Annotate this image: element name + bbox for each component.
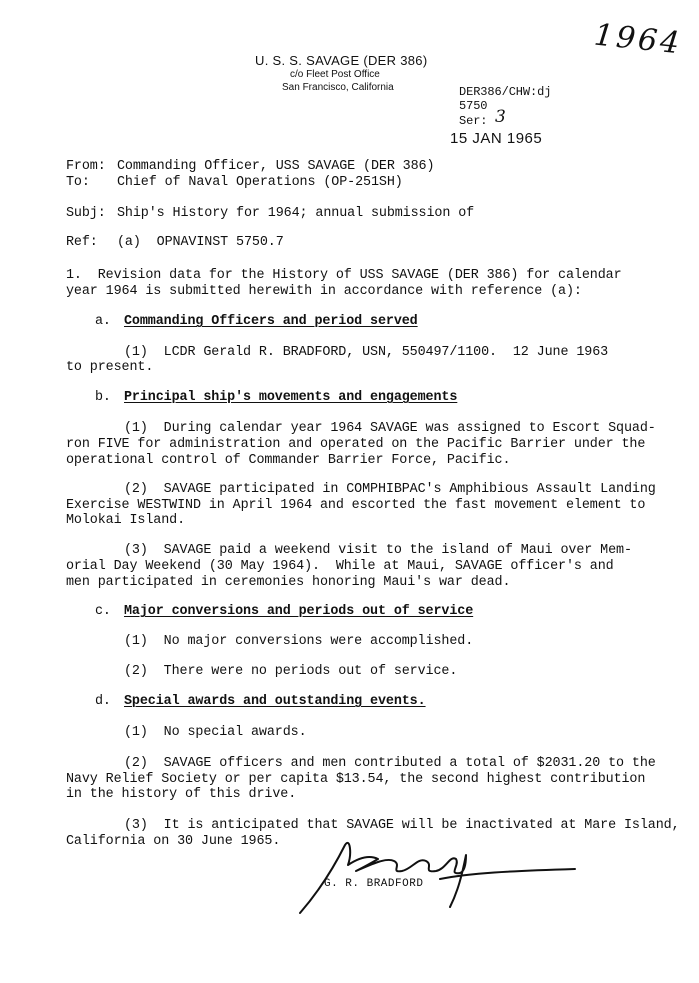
d2-line3: in the history of this drive. xyxy=(66,787,297,802)
b1-line1: (1) During calendar year 1964 SAVAGE was assigned to Escort Squad- xyxy=(124,421,656,436)
b2-line3: Molokai Island. xyxy=(66,513,186,528)
letterhead-ship: U. S. S. SAVAGE (DER 386) xyxy=(255,53,428,68)
handwritten-year: 1964 xyxy=(592,17,684,62)
b3-line3: men participated in ceremonies honoring Maui's war dead. xyxy=(66,575,511,590)
section-d-letter: d. xyxy=(95,694,111,709)
a1-line1: (1) LCDR Gerald R. BRADFORD, USN, 550497/1100. 12 June 1963 xyxy=(124,345,609,360)
file-code: DER386/CHW:dj xyxy=(459,85,552,99)
c1-line: (1) No major conversions were accomplished. xyxy=(124,634,474,649)
d1-line: (1) No special awards. xyxy=(124,725,307,740)
section-d-heading: Special awards and outstanding events. xyxy=(124,694,426,709)
from-label: From: xyxy=(66,159,106,174)
para1-line1: 1. Revision data for the History of USS SAVAGE (DER 386) for calendar xyxy=(66,268,622,283)
letter-date: 15 JAN 1965 xyxy=(450,130,543,147)
para1-line2: year 1964 is submitted herewith in accordance with reference (a): xyxy=(66,284,582,299)
b1-line3: operational control of Commander Barrier Force, Pacific. xyxy=(66,453,511,468)
serial-number: 3 xyxy=(495,107,506,127)
b1-line2: ron FIVE for administration and operated on the Pacific Barrier under the xyxy=(66,437,646,452)
letterhead-line3: San Francisco, California xyxy=(282,82,394,93)
c2-line: (2) There were no periods out of service. xyxy=(124,664,458,679)
from-value: Commanding Officer, USS SAVAGE (DER 386) xyxy=(117,159,435,174)
subj-value: Ship's History for 1964; annual submission of xyxy=(117,206,475,221)
handwritten-signature xyxy=(290,835,590,915)
section-c-letter: c. xyxy=(95,604,111,619)
typed-signature-name: G. R. BRADFORD xyxy=(324,878,424,890)
a1-line2: to present. xyxy=(66,360,154,375)
to-label: To: xyxy=(66,175,90,190)
letterhead-line2: c/o Fleet Post Office xyxy=(290,69,380,80)
ref-value: (a) OPNAVINST 5750.7 xyxy=(117,235,284,250)
section-a-letter: a. xyxy=(95,314,111,329)
ref-label: Ref: xyxy=(66,235,98,250)
section-c-heading: Major conversions and periods out of service xyxy=(124,604,474,619)
d3-line2: California on 30 June 1965. xyxy=(66,834,281,849)
b3-line2: orial Day Weekend (30 May 1964). While at Maui, SAVAGE officer's and xyxy=(66,559,614,574)
d2-line2: Navy Relief Society or per capita $13.54, the second highest contribution xyxy=(66,772,646,787)
serial-label: Ser: xyxy=(459,114,488,128)
d2-line1: (2) SAVAGE officers and men contributed a total of $2031.20 to the xyxy=(124,756,656,771)
section-b-heading: Principal ship's movements and engagements xyxy=(124,390,458,405)
to-value: Chief of Naval Operations (OP-251SH) xyxy=(117,175,403,190)
subj-label: Subj: xyxy=(66,206,106,221)
d3-line1: (3) It is anticipated that SAVAGE will be inactivated at Mare Island, xyxy=(124,818,680,833)
b2-line2: Exercise WESTWIND in April 1964 and escorted the fast movement element to xyxy=(66,498,646,513)
ssic: 5750 xyxy=(459,99,488,113)
b2-line1: (2) SAVAGE participated in COMPHIBPAC's Amphibious Assault Landing xyxy=(124,482,656,497)
section-a-heading: Commanding Officers and period served xyxy=(124,314,418,329)
section-b-letter: b. xyxy=(95,390,111,405)
b3-line1: (3) SAVAGE paid a weekend visit to the island of Maui over Mem- xyxy=(124,543,632,558)
